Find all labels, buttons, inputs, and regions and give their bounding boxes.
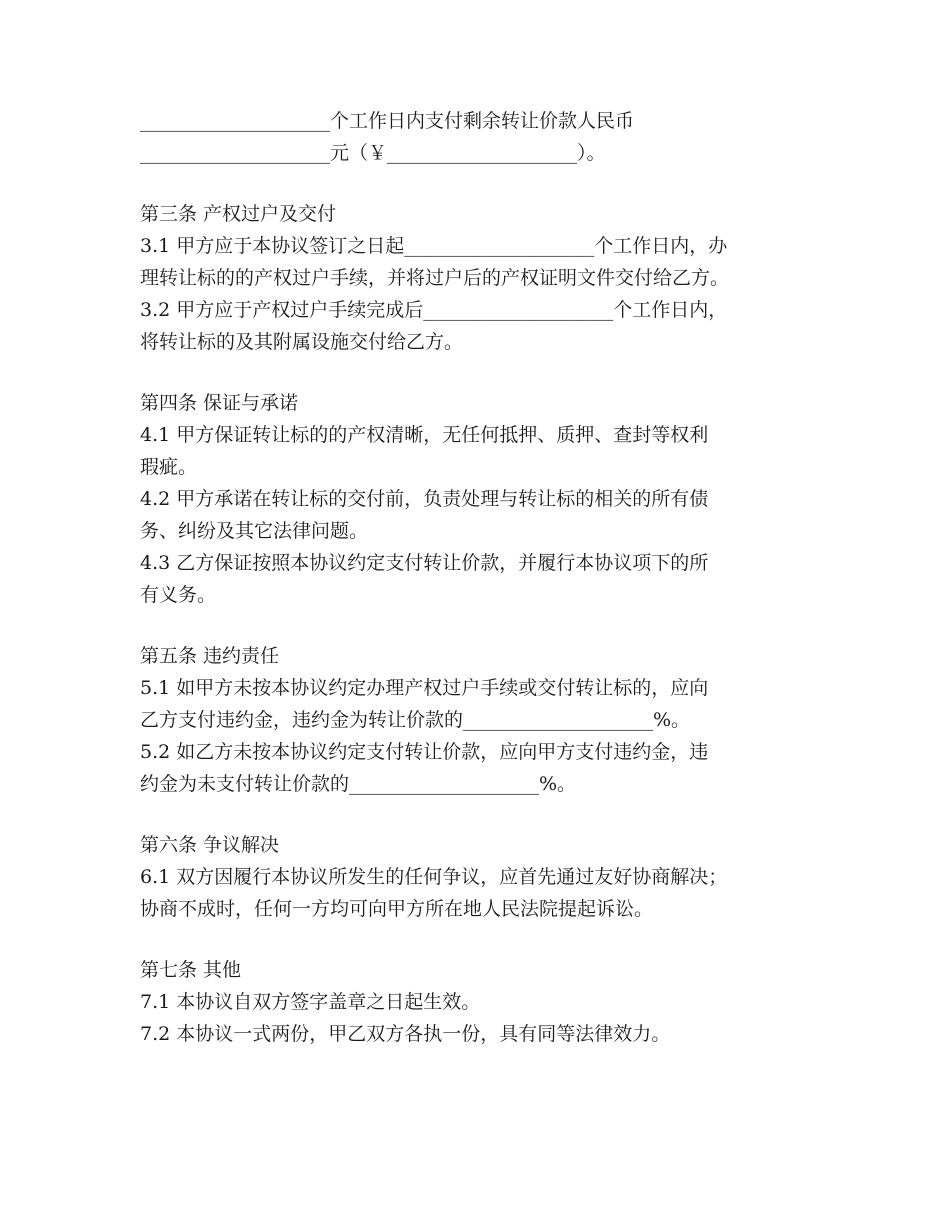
- clause-5-2-line-2: 约金为未支付转让价款的____________________%。: [140, 773, 577, 795]
- article-5-heading: 第五条 违约责任: [140, 645, 280, 667]
- clause-5-2-line-1: 5.2 如乙方未按本协议约定支付转让价款，应向甲方支付违约金，违: [140, 741, 709, 763]
- clause-7-1-line-1: 7.1 本协议自双方签字盖章之日起生效。: [140, 991, 481, 1013]
- article-7-heading: 第七条 其他: [140, 959, 242, 981]
- clause-3-2-line-2: 将转让标的及其附属设施交付给乙方。: [140, 331, 464, 353]
- section-gap: [140, 169, 840, 198]
- clause-4-1-line-1: 4.1 甲方保证转让标的的产权清晰，无任何抵押、质押、查封等权利: [140, 424, 709, 446]
- clause-4-2-line-1: 4.2 甲方承诺在转让标的交付前，负责处理与转让标的相关的所有债: [140, 488, 709, 510]
- section-gap: [140, 611, 840, 640]
- article-4-heading: 第四条 保证与承诺: [140, 392, 299, 414]
- article-3-heading: 第三条 产权过户及交付: [140, 203, 337, 225]
- clause-4-1-line-2: 瑕疵。: [140, 456, 198, 478]
- clause-7-2-line-1: 7.2 本协议一式两份，甲乙双方各执一份，具有同等法律效力。: [140, 1023, 671, 1045]
- clause-3-1-line-1: 3.1 甲方应于本协议签订之日起____________________个工作日内，办: [140, 235, 728, 257]
- section-gap: [140, 358, 840, 387]
- clause-6-1-line-2: 协商不成时，任何一方均可向甲方所在地人民法院提起诉讼。: [140, 898, 654, 920]
- payment-line-2: ____________________元（￥____________________）。: [140, 142, 606, 164]
- section-gap: [140, 800, 840, 829]
- clause-4-3-line-2: 有义务。: [140, 584, 217, 606]
- payment-line-1: ____________________个工作日内支付剩余转让价款人民币: [140, 110, 635, 132]
- clause-4-2-line-2: 务、纠纷及其它法律问题。: [140, 520, 369, 542]
- document-body: [140, 105, 840, 1050]
- clause-5-1-line-2: 乙方支付违约金，违约金为转让价款的____________________%。: [140, 709, 691, 731]
- article-6-heading: 第六条 争议解决: [140, 834, 280, 856]
- clause-4-3-line-1: 4.3 乙方保证按照本协议约定支付转让价款，并履行本协议项下的所: [140, 552, 709, 574]
- clause-3-2-line-1: 3.2 甲方应于产权过户手续完成后____________________个工作日内，: [140, 299, 728, 321]
- section-gap: [140, 925, 840, 954]
- clause-5-1-line-1: 5.1 如甲方未按本协议约定办理产权过户手续或交付转让标的，应向: [140, 677, 709, 699]
- clause-3-1-line-2: 理转让标的的产权过户手续，并将过户后的产权证明文件交付给乙方。: [140, 267, 730, 289]
- clause-6-1-line-1: 6.1 双方因履行本协议所发生的任何争议，应首先通过友好协商解决；: [140, 866, 728, 888]
